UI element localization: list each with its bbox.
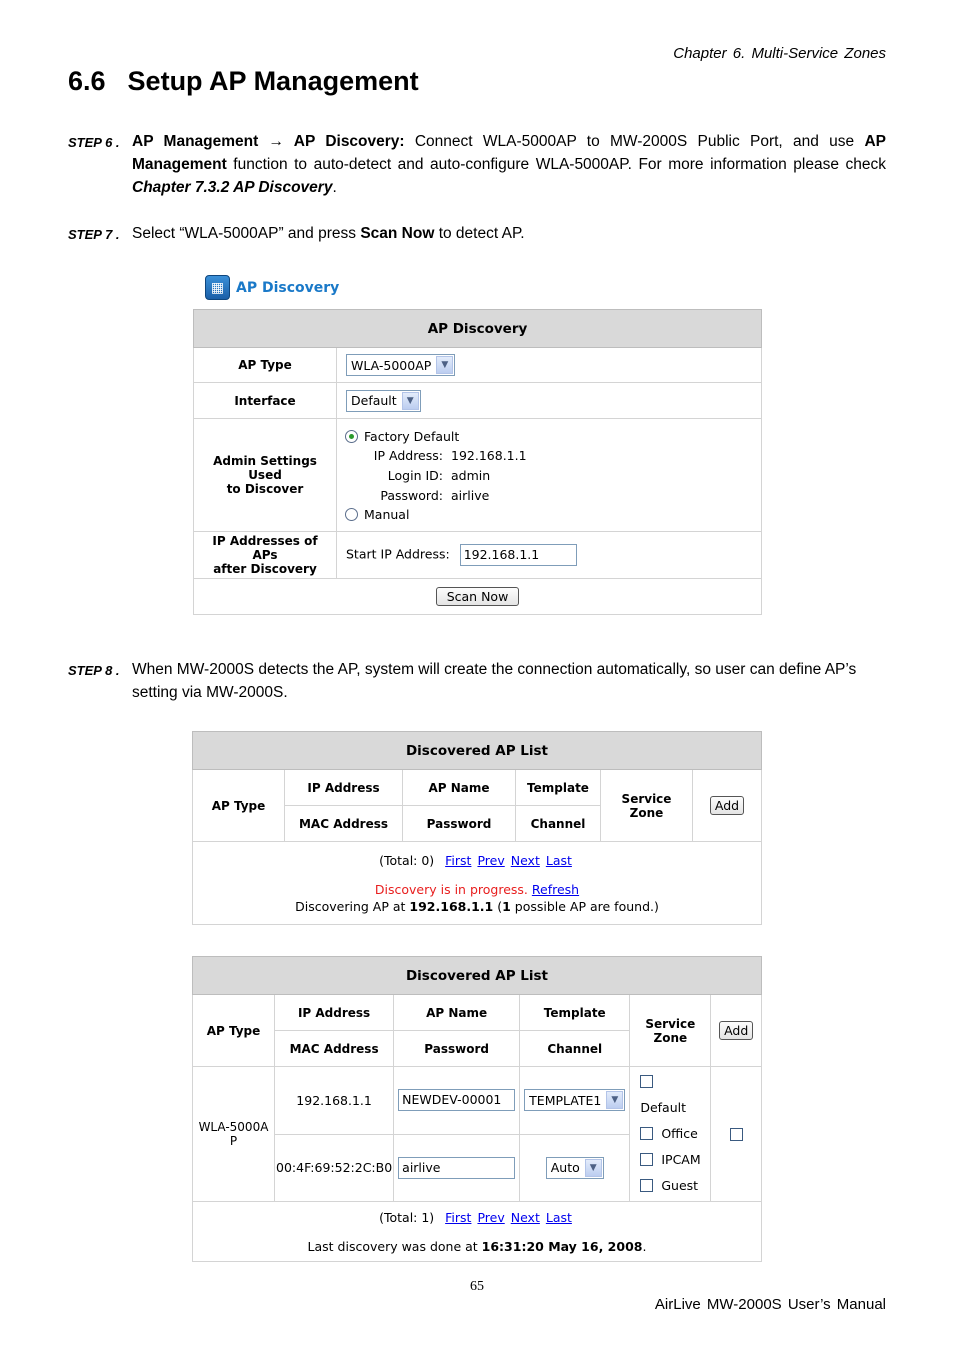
list-1-col-ap-name: AP Name [403, 770, 516, 806]
list-2-last-discovery-text-2: . [642, 1238, 647, 1254]
zone-guest[interactable] [640, 1173, 706, 1199]
step-6-bold-2: AP Discovery: [293, 133, 405, 150]
zone-ipcam-checkbox[interactable] [640, 1153, 653, 1166]
ap-type-label: AP Type [194, 348, 337, 383]
zone-default-checkbox[interactable] [640, 1075, 653, 1088]
list-2-first-link[interactable]: First [445, 1209, 472, 1225]
factory-default-option[interactable] [345, 429, 757, 444]
list-2-col-mac: MAC Address [275, 1031, 394, 1067]
step-8-label: STEP 8 . [68, 663, 120, 678]
list-1-title: Discovered AP List [193, 732, 762, 770]
grid-icon: ▦ [205, 275, 230, 300]
interface-value: Default [351, 393, 397, 408]
list-1-status-text-1: Discovering AP at [295, 898, 410, 914]
list-1-col-mac: MAC Address [285, 806, 403, 842]
row-mac: 00:4F:69:52:2C:B0 [275, 1134, 394, 1202]
list-1-status-ip: 192.168.1.1 [409, 898, 494, 914]
list-1-status [197, 898, 757, 915]
row-channel-value: Auto [550, 1160, 580, 1176]
ip-after-discovery-label [194, 532, 337, 579]
ap-discovery-table [193, 309, 762, 615]
list-2-col-ip: IP Address [275, 995, 394, 1031]
list-1-progress [197, 881, 757, 898]
chevron-down-icon: ▼ [402, 392, 419, 410]
zone-guest-checkbox[interactable] [640, 1179, 653, 1192]
step-6-bold-1: AP Management [132, 133, 259, 150]
ip-after-label-line-1: IP Addresses of APs [212, 534, 318, 562]
admin-settings-label-line-2: to Discover [226, 482, 304, 496]
zone-guest-label: Guest [661, 1178, 699, 1193]
step-6-text-3: . [332, 179, 337, 196]
row-ap-type-line-2: P [229, 1134, 238, 1148]
list-2-prev-link[interactable]: Prev [477, 1209, 505, 1225]
list-2-last-discovery-time: 16:31:20 May 16, 2008 [481, 1238, 643, 1254]
factory-default-label: Factory Default [364, 428, 460, 444]
list-1-col-ip: IP Address [285, 770, 403, 806]
list-1-first-link[interactable]: First [445, 852, 472, 868]
list-1-col-ap-type: AP Type [193, 770, 285, 842]
list-1-progress-text: Discovery is in progress. [374, 881, 528, 897]
list-2-col-service-line-2: Zone [653, 1030, 688, 1045]
row-ap-name-input[interactable]: NEWDEV-00001 [398, 1089, 515, 1111]
section-title [68, 66, 419, 97]
factory-default-radio[interactable] [345, 430, 358, 443]
row-channel-select[interactable] [546, 1157, 604, 1179]
factory-default-details [345, 448, 757, 503]
list-1-status-count: 1 [502, 898, 511, 914]
step-7-bold: Scan Now [360, 225, 435, 242]
chevron-down-icon: ▼ [585, 1159, 602, 1177]
ap-discovery-panel [193, 309, 762, 608]
zone-ipcam[interactable] [640, 1147, 706, 1173]
discovered-ap-table-1 [192, 731, 762, 925]
password-label: Password: [380, 487, 443, 503]
list-2-next-link[interactable]: Next [510, 1209, 540, 1225]
manual-label: Manual [364, 506, 410, 522]
table-row [193, 1067, 762, 1135]
step-6-bold-3: AP Management [132, 133, 886, 173]
list-1-add-button[interactable]: Add [710, 796, 744, 815]
ap-discovery-table-title: AP Discovery [194, 310, 762, 348]
ap-type-value: WLA-5000AP [351, 357, 432, 373]
start-ip-label: Start IP Address: [346, 546, 450, 562]
admin-settings-label [194, 419, 337, 532]
step-6-text [132, 130, 886, 199]
ip-after-label-line-2: after Discovery [213, 562, 317, 576]
footer: AirLive MW-2000S User’s Manual [654, 1296, 886, 1313]
zone-default[interactable] [640, 1069, 706, 1121]
step-8-text: When MW-2000S detects the AP, system will create the connection automatically, so user can define AP’s setting via MW-2000S. [132, 661, 857, 701]
page-number: 65 [470, 1279, 484, 1294]
list-2-col-template: Template [520, 995, 630, 1031]
row-template-value: TEMPLATE1 [529, 1092, 602, 1108]
start-ip-input[interactable]: 192.168.1.1 [460, 544, 577, 566]
list-1-next-link[interactable]: Next [510, 852, 540, 868]
login-id-label: Login ID: [387, 467, 443, 483]
login-id-value: admin [451, 467, 491, 483]
row-password-input[interactable]: airlive [398, 1157, 515, 1179]
discovered-ap-list-2 [192, 956, 762, 1262]
list-1-col-service-zone: Service Zone [601, 770, 693, 842]
step-7-text [132, 222, 886, 245]
manual-option[interactable] [345, 507, 757, 522]
chevron-down-icon: ▼ [436, 356, 453, 374]
ap-type-select[interactable] [346, 354, 455, 376]
row-add-checkbox[interactable] [730, 1128, 743, 1141]
list-1-total: (Total: 0) [379, 852, 435, 868]
list-1-refresh-link[interactable]: Refresh [531, 881, 580, 897]
interface-select[interactable] [346, 390, 421, 412]
list-2-last-discovery-text-1: Last discovery was done at [307, 1238, 482, 1254]
step-6-text-2: function to auto-detect and auto-configure WLA-5000AP. For more information please check [226, 156, 886, 173]
list-1-pagination [197, 852, 757, 869]
discovered-ap-table-2 [192, 956, 762, 1262]
discovered-ap-list-1 [192, 731, 762, 925]
ip-address-value: 192.168.1.1 [451, 447, 527, 463]
row-service-zones [630, 1067, 711, 1202]
zone-ipcam-label: IPCAM [661, 1152, 701, 1167]
list-1-last-link[interactable]: Last [545, 852, 572, 868]
list-2-add-button[interactable]: Add [719, 1021, 753, 1040]
list-2-col-ap-type: AP Type [193, 995, 275, 1067]
list-1-col-template: Template [516, 770, 601, 806]
step-6-text-1: Connect WLA-5000AP to MW-2000S Public Port, and use [404, 133, 865, 150]
zone-default-label: Default [640, 1100, 687, 1115]
row-ip: 192.168.1.1 [275, 1067, 394, 1135]
list-2-last-link[interactable]: Last [545, 1209, 572, 1225]
list-2-col-service-zone [630, 995, 711, 1067]
list-2-last-discovery [197, 1238, 757, 1255]
chevron-down-icon: ▼ [606, 1091, 623, 1109]
row-template-select[interactable] [524, 1089, 625, 1111]
step-7-text-1: Select “WLA-5000AP” and press [132, 225, 361, 242]
interface-label: Interface [194, 383, 337, 419]
step-6-chapter-ref: Chapter 7.3.2 AP Discovery [132, 179, 333, 196]
list-2-title: Discovered AP List [193, 957, 762, 995]
list-1-status-text-3: possible AP are found.) [510, 898, 659, 914]
list-1-prev-link[interactable]: Prev [477, 852, 505, 868]
list-2-col-channel: Channel [520, 1031, 630, 1067]
row-ap-type [193, 1067, 275, 1202]
list-2-col-service-line-1: Service [645, 1016, 696, 1031]
zone-office-label: Office [661, 1126, 698, 1141]
manual-radio[interactable] [345, 508, 358, 521]
list-2-col-ap-name: AP Name [394, 995, 520, 1031]
zone-office[interactable] [640, 1121, 706, 1147]
list-1-status-text-2: ( [493, 898, 503, 914]
admin-settings-label-line-1: Admin Settings Used [213, 454, 317, 482]
row-ap-type-line-1: WLA-5000A [198, 1120, 269, 1134]
section-title-text: Setup AP Management [127, 66, 419, 96]
ip-address-label: IP Address: [373, 447, 443, 463]
ap-discovery-heading: AP Discovery [236, 279, 340, 296]
step-6-arrow: → [258, 133, 294, 150]
list-2-total: (Total: 1) [379, 1209, 435, 1225]
step-7-label: STEP 7 . [68, 227, 120, 242]
password-value: airlive [451, 487, 490, 503]
list-1-col-channel: Channel [516, 806, 601, 842]
step-6-label: STEP 6 . [68, 135, 120, 150]
ap-discovery-page-title [205, 275, 339, 300]
scan-now-button[interactable]: Scan Now [436, 587, 520, 606]
section-number: 6.6 [68, 66, 106, 96]
zone-office-checkbox[interactable] [640, 1127, 653, 1140]
chapter-header: Chapter 6. Multi-Service Zones [673, 45, 886, 62]
list-1-col-password: Password [403, 806, 516, 842]
step-7-text-2: to detect AP. [434, 225, 525, 242]
list-2-col-password: Password [394, 1031, 520, 1067]
list-2-pagination [197, 1209, 757, 1226]
